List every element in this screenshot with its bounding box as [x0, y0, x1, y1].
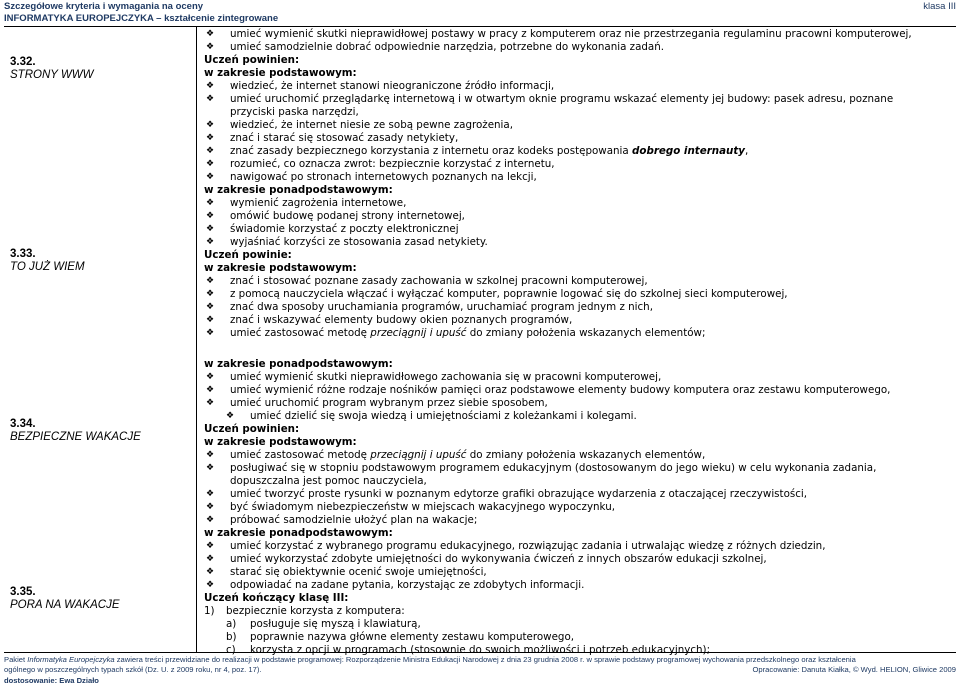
diamond-bullet-icon: ❖ — [206, 94, 215, 104]
line-text: Uczeń kończący klasę III: — [204, 592, 349, 604]
diamond-bullet-icon: ❖ — [206, 489, 215, 499]
diamond-bullet-icon: ❖ — [206, 302, 215, 312]
section-3-33 — [10, 248, 85, 274]
class-label: klasa III — [923, 1, 956, 12]
diamond-bullet-icon: ❖ — [206, 120, 215, 130]
footer-divider — [4, 652, 956, 653]
section-number: 3.34. — [10, 418, 36, 430]
diamond-bullet-icon: ❖ — [206, 81, 215, 91]
diamond-bullet-icon: ❖ — [206, 159, 215, 169]
emphasis-text: przeciągnij i upuść — [370, 449, 467, 461]
footer-credits: Opracowanie: Danuta Kiałka, © Wyd. HELION, Gliwice 2009 — [752, 665, 956, 674]
diamond-bullet-icon: ❖ — [206, 554, 215, 564]
line-text: umieć zastosować metodę — [230, 327, 368, 339]
diamond-bullet-icon: ❖ — [206, 224, 215, 234]
line-text: wiedzieć, że internet stanowi nieograniczone źródło informacji, — [230, 80, 555, 92]
line-text: bezpiecznie korzysta z komputera: — [226, 605, 405, 617]
line-text: starać się obiektywnie ocenić swoje umiejętności, — [230, 566, 487, 578]
trailing-text: do zmiany położenia wskazanych elementów; — [466, 327, 706, 339]
page-header — [4, 0, 956, 26]
footer-law-ref: ogólnego w poszczególnych typach szkół (Dz. U. z 2009 roku, nr 4, poz. 17). — [4, 665, 262, 674]
line-text: w zakresie podstawowym: — [204, 262, 357, 274]
line-text: w zakresie podstawowym: — [204, 67, 357, 79]
section-3-34 — [10, 418, 141, 444]
line-text: poprawnie nazywa główne elementy zestawu komputerowego, — [250, 631, 575, 643]
trailing-text: do zmiany położenia wskazanych elementów, — [466, 449, 706, 461]
line-text: umieć tworzyć proste rysunki w poznanym edytorze grafiki obrazujące wydarzenia z otaczającej rzeczywistości, — [230, 488, 808, 500]
footer-italic: Informatyka Europejczyka — [27, 655, 115, 664]
line-text: omówić budowę podanej strony internetowej, — [230, 210, 465, 222]
diamond-bullet-icon: ❖ — [206, 450, 215, 460]
line-text: umieć uruchomić przeglądarkę internetową i w otwartym oknie programu wskazać elementy jej budowy: pasek adresu, poznane — [230, 93, 894, 105]
list-marker: 1) — [204, 605, 215, 617]
header-subtitle: INFORMATYKA EUROPEJCZYKA – kształcenie zintegrowane — [4, 13, 279, 24]
section-number: 3.32. — [10, 56, 36, 68]
line-text: Uczeń powinien: — [204, 54, 300, 66]
line-text: umieć korzystać z wybranego programu edukacyjnego, rozwiązując zadania i utrwalając wiedzę z różnych dziedzin, — [230, 540, 826, 552]
section-3-35 — [10, 586, 120, 612]
line-text: umieć zastosować metodę — [230, 449, 368, 461]
line-text: umieć wykorzystać zdobyte umiejętności do wykonywania ćwiczeń z innych obszarów edukacji szkolnej, — [230, 553, 767, 565]
line-text: umieć wymienić skutki nieprawidłowej postawy w pracy z komputerem oraz nie przestrzegania regulaminu pracowni komputerowej, — [230, 28, 912, 40]
line-text: próbować samodzielnie ułożyć plan na wakacje; — [230, 514, 478, 526]
line-text: wyjaśniać korzyści ze stosowania zasad netykiety. — [230, 236, 488, 248]
line-text: Uczeń powinien: — [204, 423, 300, 435]
diamond-bullet-icon: ❖ — [206, 502, 215, 512]
diamond-bullet-icon: ❖ — [206, 328, 215, 338]
line-text: świadomie korzystać z poczty elektronicznej — [230, 223, 459, 235]
header-title: Szczegółowe kryteria i wymagania na oceny — [4, 1, 204, 12]
column-divider — [196, 27, 197, 652]
diamond-bullet-icon: ❖ — [206, 398, 215, 408]
line-text: Uczeń powinie: — [204, 249, 292, 261]
footer-line-3 — [4, 676, 956, 686]
diamond-bullet-icon: ❖ — [206, 42, 215, 52]
header-divider — [4, 26, 956, 27]
diamond-bullet-icon: ❖ — [206, 29, 215, 39]
diamond-bullet-icon: ❖ — [206, 372, 215, 382]
diamond-bullet-icon: ❖ — [206, 385, 215, 395]
line-text: dopuszczalna jest pomoc nauczyciela, — [230, 475, 427, 487]
line-text: być świadomym niebezpieczeństw w miejscach wakacyjnego wypoczynku, — [230, 501, 616, 513]
section-number: 3.35. — [10, 586, 36, 598]
diamond-bullet-icon: ❖ — [206, 463, 215, 473]
diamond-bullet-icon: ❖ — [206, 315, 215, 325]
diamond-bullet-icon: ❖ — [206, 276, 215, 286]
section-name: BEZPIECZNE WAKACJE — [10, 431, 141, 443]
list-marker: a) — [226, 618, 237, 630]
line-text: znać i starać się stosować zasady netykiety, — [230, 132, 459, 144]
line-text: wiedzieć, że internet niesie ze sobą pewne zagrożenia, — [230, 119, 514, 131]
line-text: umieć samodzielnie dobrać odpowiednie narzędzia, potrzebne do wykonania zadań. — [230, 41, 665, 53]
section-name: STRONY WWW — [10, 69, 94, 81]
line-text: znać zasady bezpiecznego korzystania z internetu oraz kodeks postępowania — [230, 145, 629, 157]
line-text: odpowiadać na zadane pytania, korzystając ze zdobytych informacji. — [230, 579, 585, 591]
diamond-bullet-icon: ❖ — [206, 580, 215, 590]
list-marker: b) — [226, 631, 237, 643]
line-text: posługuje się myszą i klawiaturą, — [250, 618, 421, 630]
section-number: 3.33. — [10, 248, 36, 260]
line-text: znać dwa sposoby uruchamiania programów, uruchamiać program jednym z nich, — [230, 301, 653, 313]
footer-post: zawiera treści przewidziane do realizacji w podstawie programowej: Rozporządzenie Ministra Edukacji Narodowej z dnia 23 grudnia 2008 r. w sprawie podstawy programowej wychowania przedszkolnego oraz kształcenia — [116, 655, 856, 664]
diamond-bullet-icon: ❖ — [206, 198, 215, 208]
line-text: umieć wymienić różne rodzaje nośników pamięci oraz podstawowe elementy budowy komputera oraz zestawu komputerowego, — [230, 384, 891, 396]
footer-adaptation: dostosowanie: Ewa Działo — [4, 676, 99, 685]
line-text: korzysta z opcji w programach (stosownie do swoich możliwości i potrzeb edukacyjnych); — [250, 644, 711, 656]
section-name: PORA NA WAKACJE — [10, 599, 120, 611]
line-text: umieć dzielić się swoja wiedzą i umiejętnościami z koleżankami i kolegami. — [250, 410, 637, 422]
emphasis-text: przeciągnij i upuść — [370, 327, 467, 339]
line-text: posługiwać się w stopniu podstawowym programem edukacyjnym (dostosowanym do jego wieku) w celu wykonania zadania, — [230, 462, 877, 474]
line-text: przyciski paska narzędzi, — [230, 106, 359, 118]
line-text: w zakresie ponadpodstawowym: — [204, 184, 393, 196]
diamond-bullet-icon: ❖ — [226, 411, 235, 421]
trailing-text: , — [745, 145, 749, 157]
line-text: z pomocą nauczyciela włączać i wyłączać komputer, poprawnie logować się do szkolnej sieci komputerowej, — [230, 288, 788, 300]
footer-line-2 — [4, 665, 956, 675]
line-text: w zakresie podstawowym: — [204, 436, 357, 448]
section-3-32 — [10, 56, 93, 82]
diamond-bullet-icon: ❖ — [206, 289, 215, 299]
diamond-bullet-icon: ❖ — [206, 172, 215, 182]
diamond-bullet-icon: ❖ — [206, 237, 215, 247]
line-text: w zakresie ponadpodstawowym: — [204, 358, 393, 370]
line-text: nawigować po stronach internetowych poznanych na lekcji, — [230, 171, 537, 183]
line-text: rozumieć, co oznacza zwrot: bezpiecznie korzystać z internetu, — [230, 158, 555, 170]
footer-pre: Pakiet — [4, 655, 26, 664]
line-text: umieć uruchomić program wybranym przez siebie sposobem, — [230, 397, 548, 409]
section-name: TO JUŻ WIEM — [10, 261, 85, 273]
line-text: wymienić zagrożenia internetowe, — [230, 197, 407, 209]
line-text: znać i wskazywać elementy budowy okien poznanych programów, — [230, 314, 573, 326]
diamond-bullet-icon: ❖ — [206, 541, 215, 551]
line-text: umieć wymienić skutki nieprawidłowego zachowania się w pracowni komputerowej, — [230, 371, 662, 383]
footer-line-1 — [4, 655, 956, 665]
line-text: w zakresie ponadpodstawowym: — [204, 527, 393, 539]
diamond-bullet-icon: ❖ — [206, 133, 215, 143]
diamond-bullet-icon: ❖ — [206, 515, 215, 525]
diamond-bullet-icon: ❖ — [206, 211, 215, 221]
line-text: znać i stosować poznane zasady zachowania w szkolnej pracowni komputerowej, — [230, 275, 648, 287]
list-marker: c) — [226, 644, 236, 656]
diamond-bullet-icon: ❖ — [206, 146, 215, 156]
diamond-bullet-icon: ❖ — [206, 567, 215, 577]
emphasis-text: dobrego internauty — [632, 145, 746, 157]
